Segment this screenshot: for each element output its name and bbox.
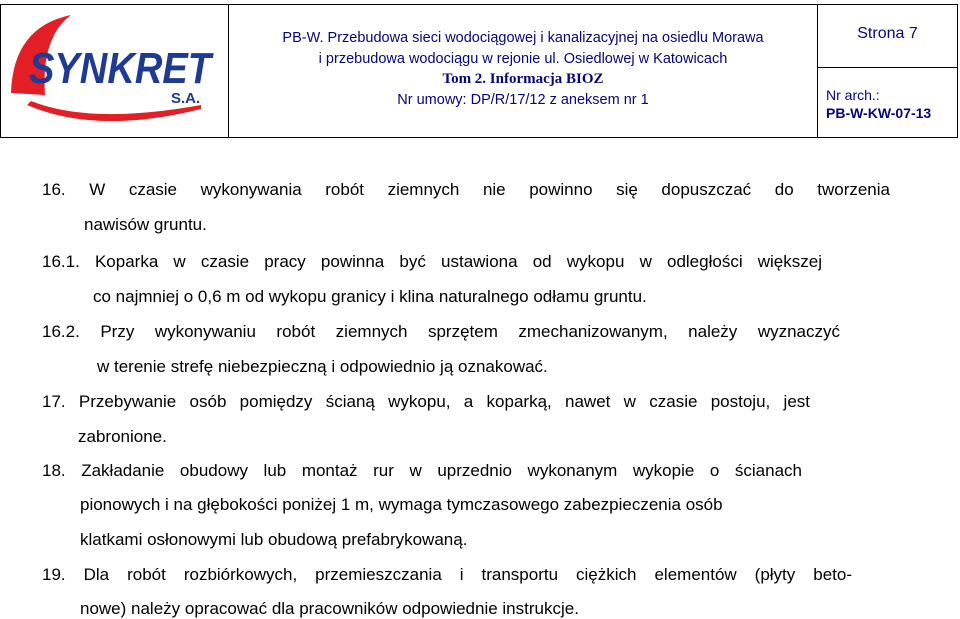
paragraph-19-line-1: 19. Dla robót rozbiórkowych, przemieszczania i transportu ciężkich elementów (płyty beto- <box>42 565 852 584</box>
contract-number: Nr umowy: DP/R/17/12 z aneksem nr 1 <box>397 92 649 108</box>
project-title-line-2: i przebudowa wodociągu w rejonie ul. Osiedlowej w Katowicach <box>318 51 728 67</box>
paragraph-16-line-1: 16. W czasie wykonywania robót ziemnych nie powinno się dopuszczać do tworzenia <box>42 180 890 199</box>
logo-suffix: S.A. <box>171 90 201 107</box>
paragraph-17-line-1: 17. Przebywanie osób pomiędzy ścianą wykopu, a koparką, nawet w czasie postoju, jest <box>42 392 810 411</box>
volume-title: Tom 2. Informacja BIOZ <box>442 71 604 87</box>
paragraph-19-line-2: nowe) należy opracować dla pracowników odpowiednie instrukcje. <box>80 599 579 618</box>
paragraph-18-line-3: klatkami osłonowymi lub obudową prefabrykowaną. <box>80 530 468 549</box>
paragraph-16-1-line-2: co najmniej o 0,6 m od wykopu granicy i klina naturalnego odłamu gruntu. <box>93 287 647 306</box>
paragraph-18-line-1: 18. Zakładanie obudowy lub montaż rur w uprzednio wykonanym wykopie o ścianach <box>42 461 802 480</box>
paragraph-16-line-2: nawisów gruntu. <box>84 215 207 234</box>
paragraph-16-1-line-1: 16.1. Koparka w czasie pracy powinna być ustawiona od wykopu w odległości większej <box>42 252 822 271</box>
archive-number: PB-W-KW-07-13 <box>826 105 932 121</box>
project-title-line-1: PB-W. Przebudowa sieci wodociągowej i kanalizacyjnej na osiedlu Morawa <box>282 30 764 46</box>
paragraph-17-line-2: zabronione. <box>78 427 167 446</box>
page-number: Strona 7 <box>857 25 918 42</box>
paragraph-16-2-line-2: w terenie strefę niebezpieczną i odpowiednio ją oznakować. <box>97 357 548 376</box>
paragraph-16-2-line-1: 16.2. Przy wykonywaniu robót ziemnych sprzętem zmechanizowanym, należy wyznaczyć <box>42 322 840 341</box>
paragraph-18-line-2: pionowych i na głębokości poniżej 1 m, wymaga tymczasowego zabezpieczenia osób <box>80 495 723 514</box>
logo-wordmark: SYNKRET <box>29 44 214 93</box>
archive-label: Nr arch.: <box>826 87 880 103</box>
